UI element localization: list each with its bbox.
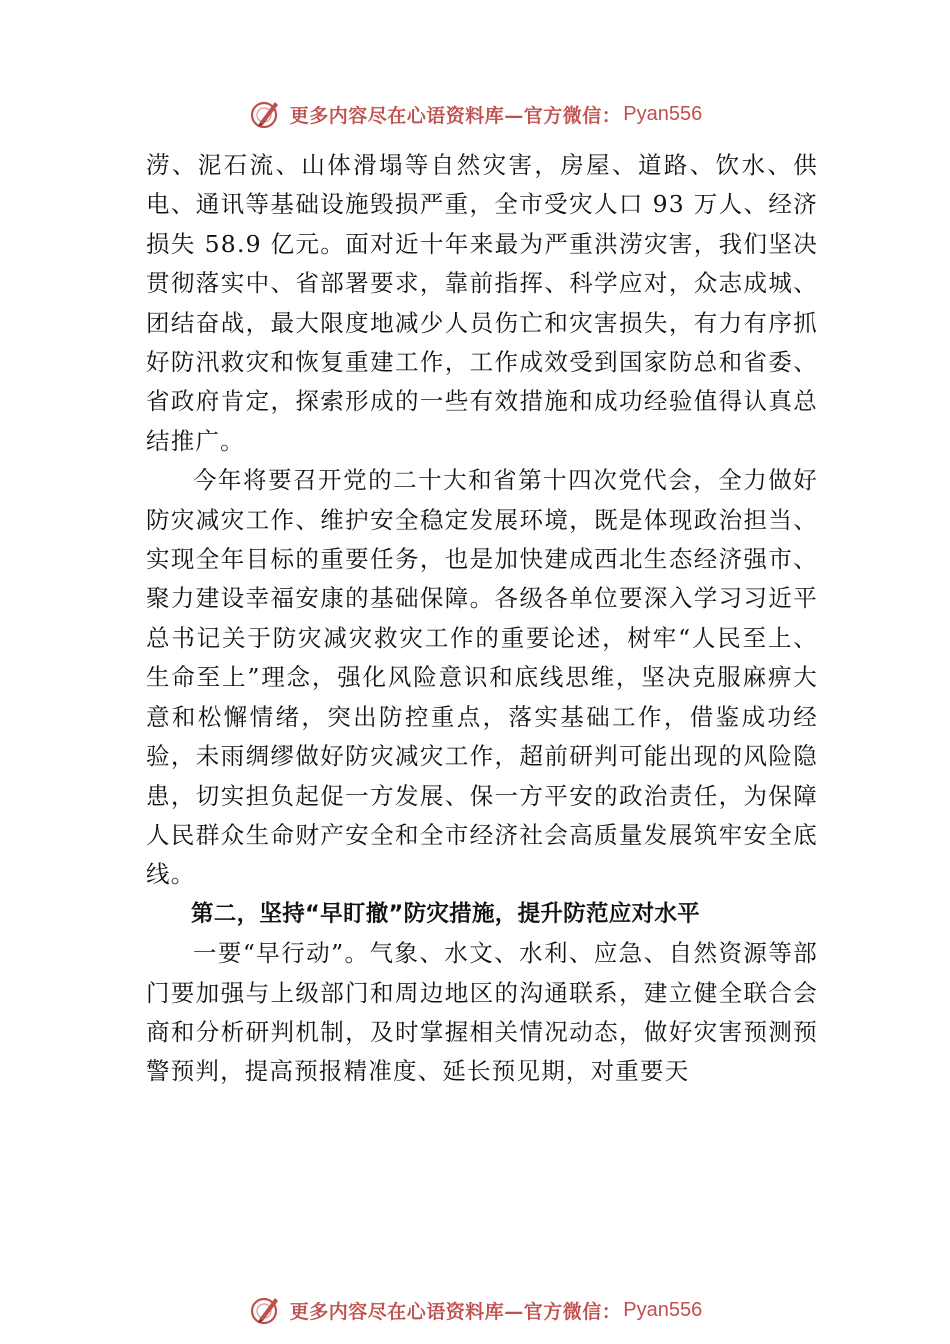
footer-text: 更多内容尽在心语资料库—官方微信： — [289, 1300, 622, 1323]
document-body — [146, 146, 818, 1092]
pen-logo-icon — [248, 96, 284, 132]
paragraph-1: 涝、泥石流、山体滑塌等自然灾害，房屋、道路、饮水、供电、通讯等基础设施毁损严重，全市受灾人口 93 万人、经济损失 58.9 亿元。面对近十年来最为严重洪涝灾害，我们坚决贯彻落实中、省部署要求，靠前指挥、科学应对，众志成城、团结奋战，最大限度地减少人员伤亡和灾害损失，有力有序抓好防汛救灾和恢复重建工作，工作成效受到国家防总和省委、省政府肯定，探索形成的一些有效措施和成功经验值得认真总结推广。 — [146, 151, 818, 455]
header-wechat-id: Pyan556 — [623, 102, 703, 125]
section-heading: 第二，坚持“早盯撤”防灾措施，提升防范应对水平 — [191, 900, 700, 927]
pen-logo-icon — [248, 1292, 284, 1328]
footer-watermark — [0, 1288, 950, 1332]
paragraph-2: 今年将要召开党的二十大和省第十四次党代会，全力做好防灾减灾工作、维护安全稳定发展环境，既是体现政治担当、实现全年目标的重要任务，也是加快建成西北生态经济强市、聚力建设幸福安康的基础保障。各级各单位要深入学习习近平总书记关于防灾减灾救灾工作的重要论述，树牢“人民至上、生命至上”理念，强化风险意识和底线思维，坚决克服麻痹大意和松懈情绪，突出防控重点，落实基础工作，借鉴成功经验，未雨绸缪做好防灾减灾工作，超前研判可能出现的风险隐患，切实担负起促一方发展、保一方平安的政治责任，为保障人民群众生命财产安全和全市经济社会高质量发展筑牢安全底线。 — [146, 466, 818, 889]
footer-wechat-id: Pyan556 — [623, 1298, 703, 1321]
header-text: 更多内容尽在心语资料库—官方微信： — [289, 104, 622, 127]
paragraph-3: 一要“早行动”。气象、水文、水利、应急、自然资源等部门要加强与上级部门和周边地区的沟通联系，建立健全联合会商和分析研判机制，及时掌握相关情况动态，做好灾害预测预警预判，提高预报精准度、延长预见期，对重要天 — [146, 939, 818, 1086]
header-watermark — [0, 92, 950, 136]
